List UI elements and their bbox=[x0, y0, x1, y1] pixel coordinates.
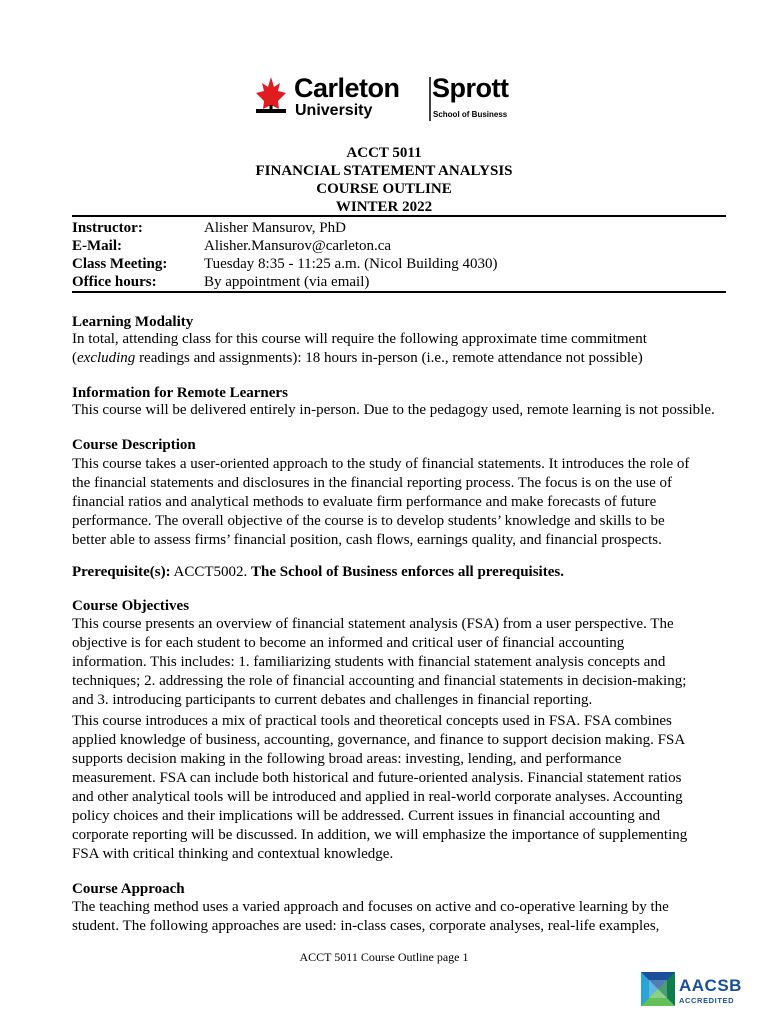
learning-modality-heading: Learning Modality bbox=[72, 314, 194, 330]
text-line: techniques; 2. addressing the role of financial accounting and financial statements in decision-making; bbox=[72, 673, 687, 689]
course-approach-heading: Course Approach bbox=[72, 881, 185, 897]
course-description-heading: Course Description bbox=[72, 437, 196, 453]
aacsb-name: AACSB bbox=[679, 976, 742, 995]
course-objectives-para1 bbox=[72, 615, 732, 710]
text-line: (excluding readings and assignments): 18 hours in-person (i.e., remote attendance not possible) bbox=[72, 350, 643, 366]
remote-learners-heading: Information for Remote Learners bbox=[72, 385, 288, 401]
info-value: By appointment (via email) bbox=[204, 274, 370, 290]
text-line: FSA with critical thinking and contextual knowledge. bbox=[72, 846, 394, 862]
info-value: Tuesday 8:35 - 11:25 a.m. (Nicol Building 4030) bbox=[204, 256, 498, 272]
text-line: and other analytical tools will be introduced and applied in real-world corporate analyses. Accounting bbox=[72, 789, 683, 805]
course-objectives-heading: Course Objectives bbox=[72, 598, 190, 614]
text-line: student. The following approaches are used: in-class cases, corporate analyses, real-life examples, bbox=[72, 918, 660, 934]
text-line: objective is for each student to become an informed and critical user of financial accounting bbox=[72, 635, 625, 651]
course-description-text bbox=[72, 455, 732, 550]
carleton-name: Carleton bbox=[294, 73, 400, 103]
bottom-divider bbox=[72, 291, 726, 293]
school-of-business-label: School of Business bbox=[433, 110, 508, 119]
info-label: E-Mail: bbox=[72, 238, 122, 254]
university-name: University bbox=[295, 102, 373, 119]
info-row-instructor bbox=[72, 219, 346, 237]
text-line: This course will be delivered entirely in-person. Due to the pedagogy used, remote learning is not possible. bbox=[72, 402, 715, 418]
text-line: corporate reporting will be discussed. In addition, we will emphasize the importance of supplementing bbox=[72, 827, 688, 843]
aacsb-mark-icon bbox=[641, 972, 675, 1006]
text-line: applied knowledge of business, accounting, governance, and finance to support decision making. FSA bbox=[72, 732, 686, 748]
text-line: better able to assess firms’ financial position, cash flows, earnings quality, and financial prospects. bbox=[72, 532, 662, 548]
text-line: and 3. introducing participants to current debates and challenges in financial reporting. bbox=[72, 692, 593, 708]
course-title: FINANCIAL STATEMENT ANALYSIS bbox=[255, 163, 513, 179]
text-line: information. This includes: 1. familiarizing students with financial statement analysis concepts and bbox=[72, 654, 666, 670]
course-outline-label: COURSE OUTLINE bbox=[316, 181, 452, 197]
info-label: Instructor: bbox=[72, 220, 143, 236]
university-logo bbox=[254, 75, 516, 125]
top-divider bbox=[72, 215, 726, 217]
prerequisite-course: ACCT5002. bbox=[170, 564, 252, 580]
text-line: supports decision making in the following broad areas: investing, lending, and performance bbox=[72, 751, 622, 767]
course-code: ACCT 5011 bbox=[346, 145, 422, 161]
text-line: the financial statements and disclosures in the financial reporting process. The focus is on the use of bbox=[72, 475, 672, 491]
page-footer: ACCT 5011 Course Outline page 1 bbox=[299, 950, 469, 964]
learning-modality-text bbox=[72, 330, 732, 368]
text-line: policy choices and their implications will be addressed. Current issues in financial accounting and bbox=[72, 808, 661, 824]
text-line: In total, attending class for this course will require the following approximate time commitment bbox=[72, 331, 647, 347]
info-label: Office hours: bbox=[72, 274, 157, 290]
text-line: This course takes a user-oriented approach to the study of financial statements. It introduces the role of bbox=[72, 456, 690, 472]
text-line: The teaching method uses a varied approach and focuses on active and co-operative learning by the bbox=[72, 899, 669, 915]
info-label: Class Meeting: bbox=[72, 256, 168, 272]
prerequisite-line bbox=[72, 563, 732, 582]
prerequisite-label: Prerequisite(s): bbox=[72, 564, 171, 580]
course-approach-text bbox=[72, 898, 732, 936]
info-value: Alisher.Mansurov@carleton.ca bbox=[204, 238, 392, 254]
info-row-email bbox=[72, 237, 391, 255]
text-line: measurement. FSA can include both historical and future-oriented analysis. Financial statement ratios bbox=[72, 770, 682, 786]
info-row-office-hours bbox=[72, 273, 369, 291]
emphasis-text: excluding bbox=[77, 350, 136, 366]
remote-learners-text bbox=[72, 401, 732, 420]
aacsb-status: ACCREDITED bbox=[679, 996, 735, 1005]
text-line: performance. The overall objective of the course is to develop students’ knowledge and skills to be bbox=[72, 513, 665, 529]
sprott-name: Sprott bbox=[432, 73, 509, 103]
text-line: This course introduces a mix of practical tools and theoretical concepts used in FSA. FSA combines bbox=[72, 713, 672, 729]
course-objectives-para2 bbox=[72, 712, 732, 864]
prerequisite-note: The School of Business enforces all prerequisites. bbox=[251, 564, 564, 580]
info-row-class-meeting bbox=[72, 255, 497, 273]
course-term: WINTER 2022 bbox=[335, 199, 433, 215]
text-line: financial ratios and analytical methods to evaluate firm performance and make forecasts of future bbox=[72, 494, 657, 510]
aacsb-accreditation-logo bbox=[641, 972, 741, 1006]
text-line: This course presents an overview of financial statement analysis (FSA) from a user perspective. The bbox=[72, 616, 674, 632]
info-value: Alisher Mansurov, PhD bbox=[204, 220, 346, 236]
